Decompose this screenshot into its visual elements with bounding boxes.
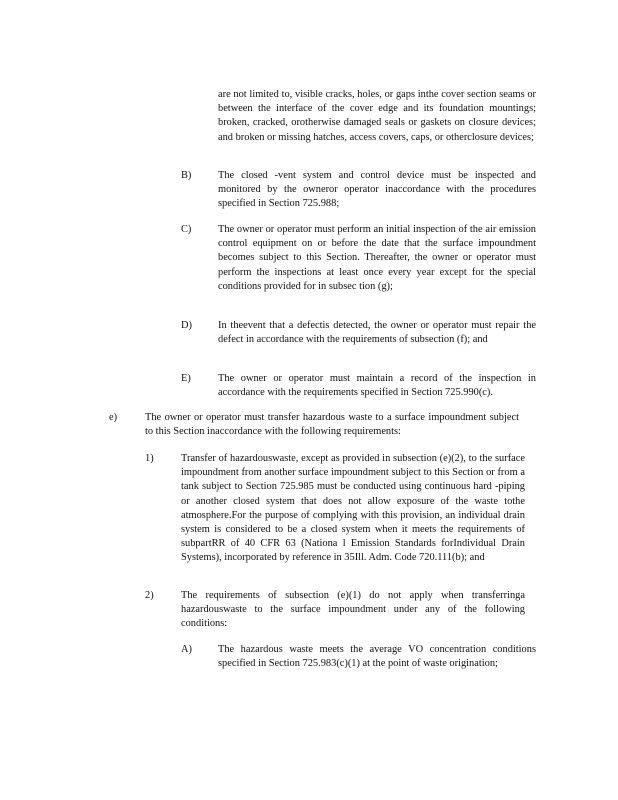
item-label-c: C): [181, 224, 192, 235]
numbered-text-2: The requirements of subsection (e)(1) do not apply when transferringa hazardouswaste to the surface impoundment under any of the following conditions:: [181, 590, 525, 630]
item-label-a: A): [181, 644, 192, 655]
numbered-label-2: 2): [145, 590, 154, 601]
section-text-e: The owner or operator must transfer hazardous waste to a surface impoundment subject to this Section inaccordance with the following requirements:: [145, 412, 519, 438]
continuation-paragraph: are not limited to, visible cracks, holes, or gaps inthe cover section seams or between the interface of the cover edge and its foundation mountings; broken, cracked, orotherwise damaged seals or gaskets on closure devices; and broken or missing hatches, access covers, caps, or otherclosure devices;: [218, 89, 536, 143]
item-label-e-upper: E): [181, 373, 191, 384]
item-text-a: The hazardous waste meets the average VO concentration conditions specified in Section 725.983(c)(1) at the point of waste origination;: [218, 644, 536, 670]
item-text-e-upper: The owner or operator must maintain a record of the inspection in accordance with the requirements specified in Section 725.990(c).: [218, 373, 536, 399]
numbered-label-1: 1): [145, 453, 154, 464]
item-text-d: In theevent that a defectis detected, the owner or operator must repair the defect in accordance with the requirements of subsection (f); and: [218, 320, 536, 346]
numbered-text-1: Transfer of hazardouswaste, except as provided in subsection (e)(2), to the surface impoundment from another surface impoundment subject to this Section or from a tank subject to Section 725.985 must be conducted using continuous hard -piping or another closed system that does not allow exposure of the waste tothe atmosphere.For the purpose of complying with this provision, an individual drain system is considered to be a closed system when it meets the requirements of subpartRR of 40 CFR 63 (Nationa l Emission Standards forIndividual Drain Systems), incorporated by reference in 35Ill. Adm. Code 720.111(b); and: [181, 453, 525, 564]
section-label-e: e): [109, 412, 118, 423]
item-label-d: D): [181, 320, 192, 331]
item-text-b: The closed -vent system and control device must be inspected and monitored by the owneror operator inaccordance with the procedures specified in Section 725.988;: [218, 170, 536, 210]
item-text-c: The owner or operator must perform an initial inspection of the air emission control equipment on or before the date that the surface impoundment becomes subject to this Section. Thereafter, the owner or operator must perform the inspections at least once every year except for the special conditions provided for in subsec tion (g);: [218, 224, 536, 292]
item-label-b: B): [181, 170, 192, 181]
